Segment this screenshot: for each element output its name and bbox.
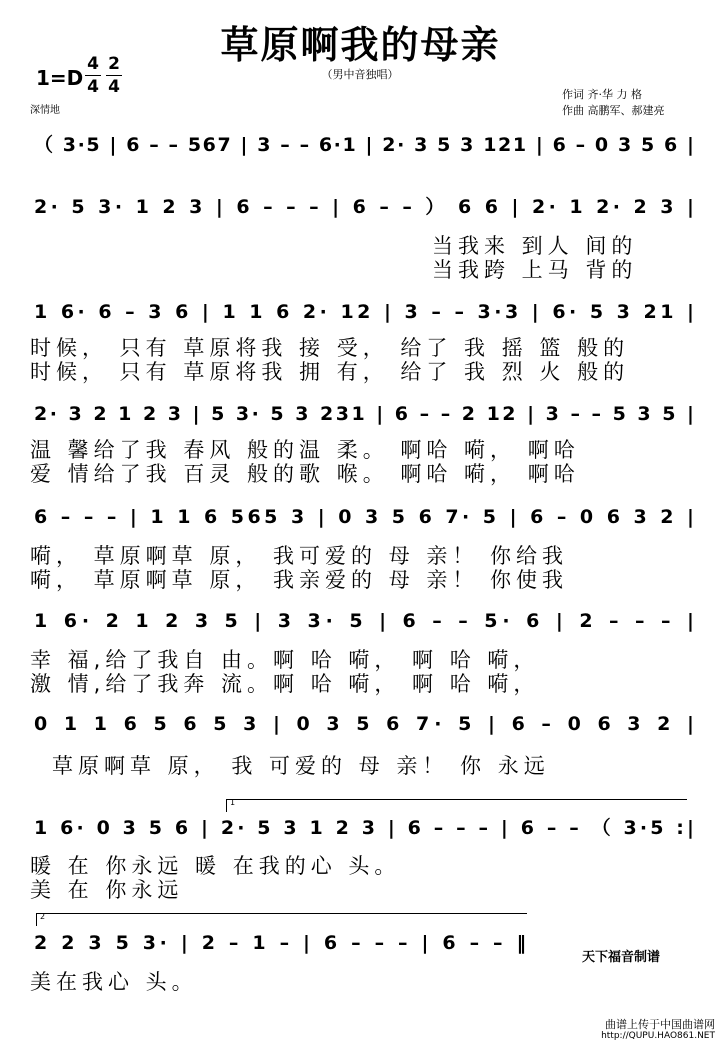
notation-line-6 [30,606,698,636]
notation-text: 2· 3 2 1 2 3 | 5 3· 5 3 231 | 6 – – 2 12 | 3 – – 5 3 5 | [34,403,694,425]
notation-line-9 [30,928,530,958]
notation-text: 1 6· 2 1 2 3 5 | 3 3· 5 | 6 – – 5· 6 | 2 – – – | [34,610,695,632]
lyric-line: 当我跨 上马 背的 [432,258,638,282]
lyric-line: 爱 情给了我 百灵 般的歌 喉。 啊哈 嗬， 啊哈 [30,462,580,486]
key-signature: 1=D [36,66,84,90]
notation-text: 2· 5 3· 1 2 3 | 6 – – – | 6 – – ） 6 6 | 2· 1 2· 2 3 | [34,196,695,218]
lyric-line: 时候， 只有 草原将我 接 受， 给了 我 摇 篮 般的 [30,336,630,360]
lyricist-credit: 作词 齐·华 力 格 [562,88,642,101]
notation-text: 6 – – – | 1 1 6 565 3 | 0 3 5 6 7· 5 | 6 – 0 6 3 2 | [34,506,694,528]
lyric-line: 美 在 你永远 [30,878,184,902]
notation-text: （ 3·5 | 6 – – 567 | 3 – – 6·1 | 2· 3 5 3 121 | 6 – 0 3 5 6 | [34,134,695,156]
tempo-marking: 深情地 [30,105,60,116]
notation-text: 1 6· 6 – 3 6 | 1 1 6 2· 12 | 3 – – 3·3 | 6· 5 3 21 | [34,301,695,323]
time-signature-4-4: 4 4 [85,54,101,97]
song-subtitle: （男中音独唱） [321,68,399,81]
lyric-line: 草原啊草 原， 我 可爱的 母 亲！ 你 永远 [52,754,550,778]
notation-line-2 [30,192,698,222]
lyric-line: 当我来 到人 间的 [432,234,638,258]
second-ending-bracket: 2 [36,913,527,926]
notation-text: 0 1 1 6 5 6 5 3 | 0 3 5 6 7· 5 | 6 – 0 6 3 2 | [34,713,695,735]
lyric-line: 激 情,给了我奔 流。啊 哈 嗬， 啊 哈 嗬， [30,672,540,696]
notation-line-3 [30,297,698,327]
notation-line-4 [30,399,698,429]
time-signature-2-4: 2 4 [106,54,122,97]
lyric-line: 暖 在 你永远 暖 在我的心 头。 [30,854,401,878]
footer-site-name: 曲谱上传于中国曲谱网 [605,1018,715,1031]
notation-line-8 [30,813,698,843]
producer-credit: 天下福音制谱 [582,950,661,965]
notation-line-7 [30,709,698,739]
lyric-line: 美在我心 头。 [30,970,198,994]
lyric-line: 温 馨给了我 春风 般的温 柔。 啊哈 嗬， 啊哈 [30,438,580,462]
notation-text: 2 2 3 5 3· | 2 – 1 – | 6 – – – | 6 – – ‖ [34,932,526,954]
lyric-line: 幸 福,给了我自 由。啊 哈 嗬， 啊 哈 嗬， [30,648,540,672]
composer-credit: 作曲 高鹏军、郝建亮 [562,104,665,117]
lyric-line: 嗬， 草原啊草 原， 我亲爱的 母 亲！ 你使我 [30,568,569,592]
notation-text: 1 6· 0 3 5 6 | 2· 5 3 1 2 3 | 6 – – – | 6 – – （ 3·5 :| [34,817,695,839]
lyric-line: 时候， 只有 草原将我 拥 有， 给了 我 烈 火 般的 [30,360,630,384]
notation-line-1 [30,130,698,160]
song-title: 草原啊我的母亲 [220,23,501,67]
first-ending-bracket: 1 [226,799,687,812]
notation-line-5 [30,502,698,532]
lyric-line: 嗬， 草原啊草 原， 我可爱的 母 亲！ 你给我 [30,544,569,568]
footer-site-url: http://QUPU.HAO861.NET [601,1031,715,1041]
